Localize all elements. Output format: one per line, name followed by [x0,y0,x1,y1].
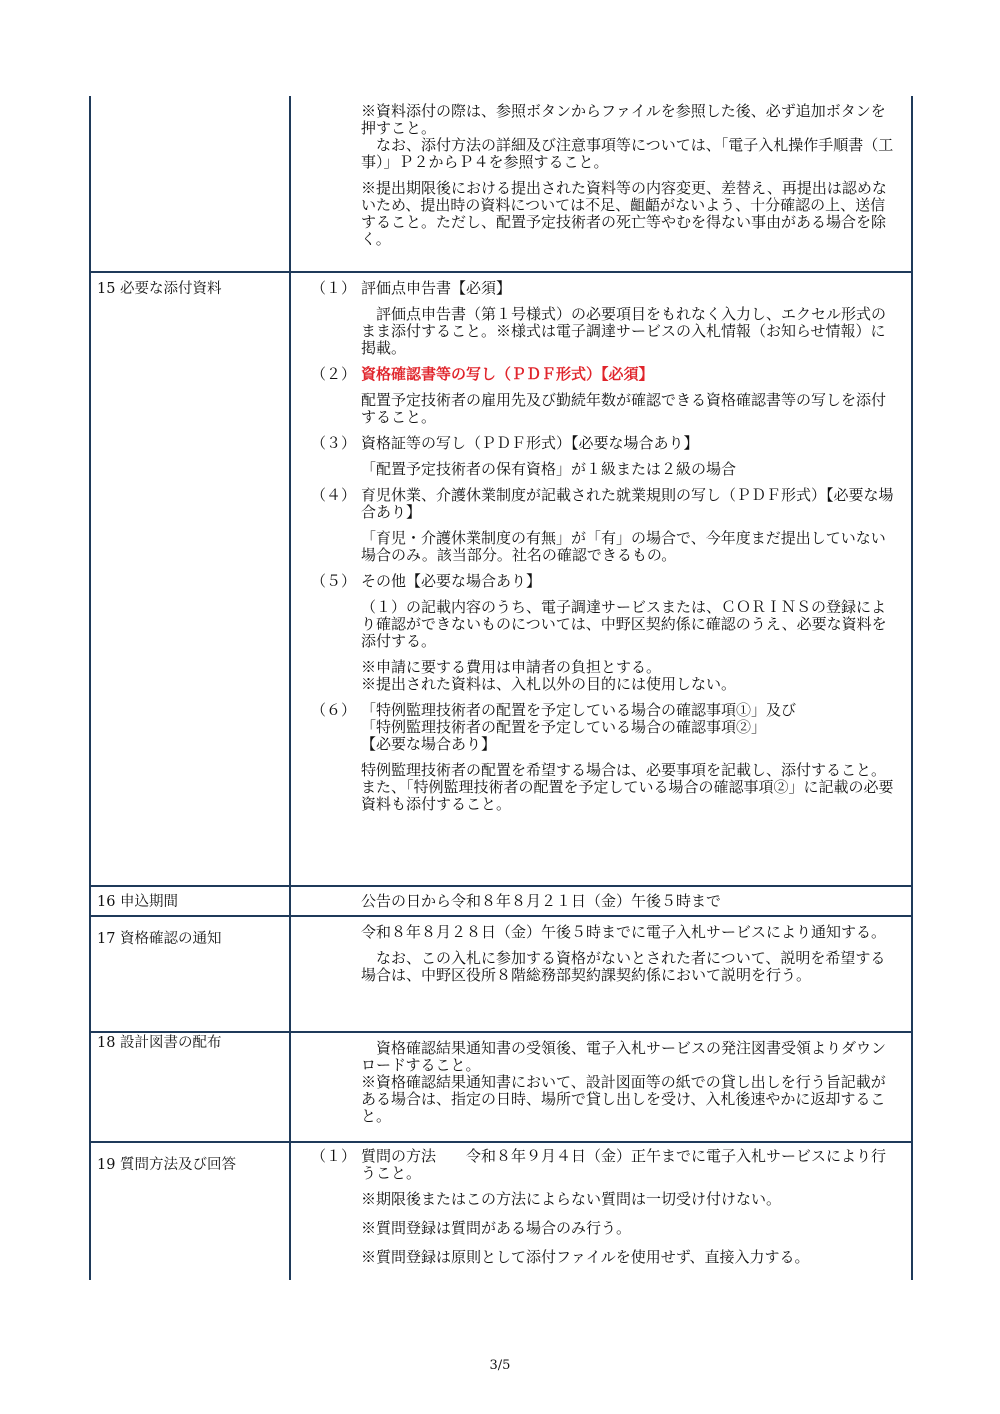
item-title-line: 「特例監理技術者の配置を予定している場合の確認事項②」 [361,718,767,736]
document-table [89,96,913,1280]
table-row [90,886,912,916]
item-title-emphasis: 資格確認書等の写し（ＰＤＦ形式）【必須】 [361,365,654,383]
item-number: （５） [311,572,357,590]
paragraph: 配置予定技術者の雇用先及び勤続年数が確認できる資格確認書等の写しを添付すること。 [361,391,887,426]
row-label-cell [90,886,290,916]
item-title: 育児休業、介護休業制度が記載された就業規則の写し（ＰＤＦ形式）【必要な場合あり】 [361,486,894,521]
item-number: （３） [311,434,357,452]
item-title: 評価点申告書【必須】 [361,279,512,297]
paragraph: 公告の日から令和８年８月２１日（金）午後５時まで [361,892,722,910]
paragraph: ※資料添付の際は、参照ボタンからファイルを参照した後、必ず追加ボタンを押すこと。 [361,102,886,137]
paragraph: ※資格確認結果通知書において、設計図面等の紙での貸し出しを行う旨記載がある場合は、指定の日時、場所で貸し出しを受け、入札後速やかに返却すること。 [361,1073,886,1125]
paragraph: （１）の記載内容のうち、電子調達サービスまたは、ＣＯＲＩＮＳの登録により確認ができないものについては、中野区契約係に確認のうえ、必要な資料を添付する。 [361,598,887,650]
paragraph: ※質問登録は原則として添付ファイルを使用せず、直接入力する。 [361,1248,810,1266]
list-item [291,702,911,753]
row-label: 19 質問方法及び回答 [97,1157,237,1173]
row-label-cell [90,272,290,886]
item-title-line: 【必要な場合あり】 [361,735,497,753]
row-label-cell [90,1032,290,1142]
paragraph: なお、この入札に参加する資格がないとされた者について、説明を希望する場合は、中野区役所８階総務部契約課契約係において説明を行う。 [361,949,886,984]
paragraph: 「配置予定技術者の保有資格」が１級または２級の場合 [361,460,737,478]
table-row [90,1032,912,1142]
row-content-cell [290,886,912,916]
item-title: その他【必要な場合あり】 [361,572,542,590]
item-title [361,702,911,753]
paragraph: なお、添付方法の詳細及び注意事項等については、「電子入札操作手順書（工事）」Ｐ２からＰ４を参照すること。 [361,136,894,171]
list-item [291,487,911,521]
item-title-line: 「特例監理技術者の配置を予定している場合の確認事項①」及び [361,701,797,719]
table-row [90,916,912,1032]
row-label: 15 必要な添付資料 [97,281,222,297]
item-number: （１） [311,279,357,297]
list-item [291,573,911,590]
list-item [291,366,911,383]
paragraph: ※期限後またはこの方法によらない質問は一切受け付けない。 [361,1190,782,1208]
row-label-cell [90,96,290,272]
list-item [291,435,911,452]
table-row [90,96,912,272]
row-label: 18 設計図書の配布 [97,1035,222,1051]
row-label: 17 資格確認の通知 [97,931,222,947]
item-title: 質問の方法 令和８年９月４日（金）正午までに電子入札サービスにより行うこと。 [361,1147,887,1182]
list-item [291,1148,911,1182]
item-title: 資格証等の写し（ＰＤＦ形式）【必要な場合あり】 [361,434,699,452]
paragraph: 令和８年８月２８日（金）午後５時までに電子入札サービスにより通知する。 [361,923,887,941]
paragraph: 特例監理技術者の配置を希望する場合は、必要事項を記載し、添付すること。また、「特例監理技術者の配置を予定している場合の確認事項②」に記載の必要資料も添付すること。 [361,761,894,813]
paragraph: ※提出された資料は、入札以外の目的には使用しない。 [361,675,737,693]
row-content-cell [290,1032,912,1142]
row-content-cell [290,1142,912,1280]
row-content-cell [290,916,912,1032]
paragraph: ※質問登録は質問がある場合のみ行う。 [361,1219,632,1237]
paragraph: 評価点申告書（第１号様式）の必要項目をもれなく入力し、エクセル形式のまま添付すること。※様式は電子調達サービスの入札情報（お知らせ情報）に掲載。 [361,305,887,357]
row-label-cell [90,916,290,1032]
page-number: 3/5 [489,1358,511,1373]
row-content-cell [290,272,912,886]
item-number: （４） [311,486,357,504]
table-row [90,272,912,886]
row-content-cell [290,96,912,272]
paragraph: ※申請に要する費用は申請者の負担とする。 [361,658,662,676]
paragraph: ※提出期限後における提出された資料等の内容変更、差替え、再提出は認めないため、提出時の資料については不足、齟齬がないよう、十分確認の上、送信すること。ただし、配置予定技術者の死亡等やむを得ない事由がある場合を除く。 [361,179,887,248]
item-number: （６） [311,701,357,719]
item-number: （２） [311,365,357,383]
row-label-cell [90,1142,290,1280]
list-item [291,280,911,297]
paragraph: 「育児・介護休業制度の有無」が「有」の場合で、今年度まだ提出していない場合のみ。該当部分。社名の確認できるもの。 [361,529,886,564]
paragraph: 資格確認結果通知書の受領後、電子入札サービスの発注図書受領よりダウンロードすること。 [361,1039,887,1074]
table-row [90,1142,912,1280]
item-number: （１） [311,1147,357,1165]
row-label: 16 申込期間 [97,894,179,910]
